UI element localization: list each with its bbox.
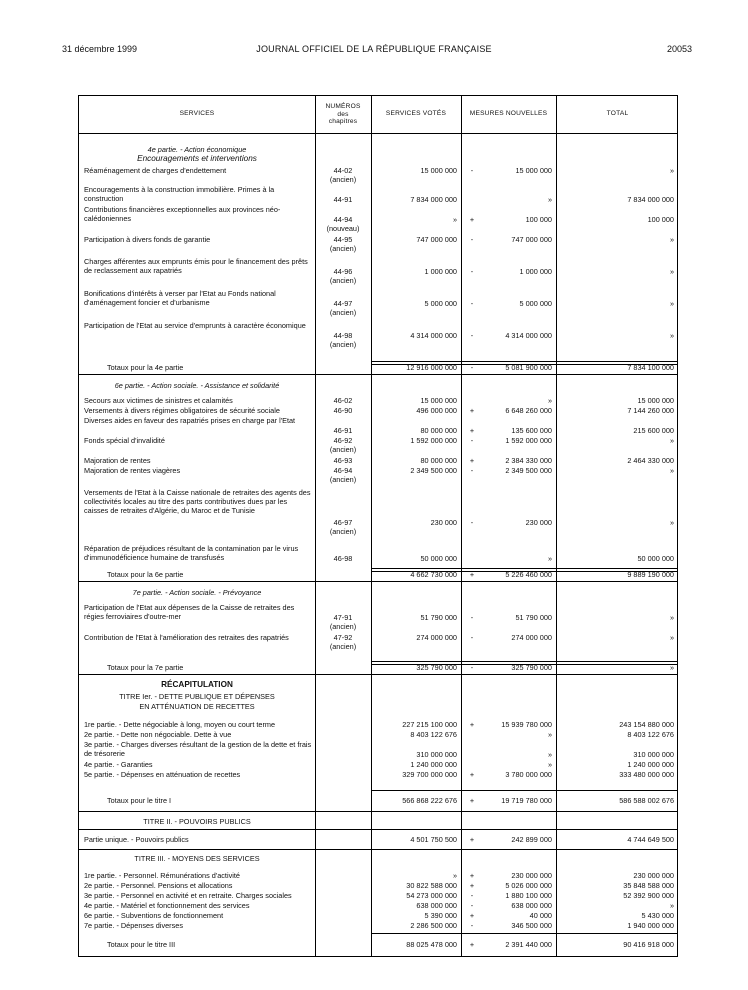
col-services-votes: SERVICES VOTÉS <box>385 110 447 118</box>
table-row: 2e partie. - Dette non négociable. Dette à vue 8 403 122 676 » 8 403 122 676 <box>84 730 674 739</box>
total-row: Totaux pour la 7e partie 325 790 000 - 325 790 000 » <box>107 663 674 672</box>
table-row: Partie unique. - Pouvoirs publics 4 501 750 500 + 242 899 000 4 744 649 500 <box>84 835 674 844</box>
section-4e-partie <box>79 145 679 351</box>
table-row: 3e partie. - Personnel en activité et en retraite. Charges sociales 54 273 000 000 - 1 880 100 000 52 392 900 000 <box>84 891 674 900</box>
journal-title: JOURNAL OFFICIEL DE LA RÉPUBLIQUE FRANÇAISE <box>256 44 492 54</box>
table-row: 2e partie. - Personnel. Pensions et allocations 30 822 588 000 + 5 026 000 000 35 848 588 000 <box>84 881 674 890</box>
table-row: Réparation de préjudices résultant de la contamination par le virus d'immunodéficience humaine de transfusés 46-98 50 000 000 » 50 000 000 <box>84 544 674 563</box>
table-row: Réaménagement de charges d'endettement 44-02 (ancien) 15 000 000 - 15 000 000 » <box>84 166 674 185</box>
table-row: Participation à divers fonds de garantie 44-95 (ancien) 747 000 000 - 747 000 000 » <box>84 235 674 254</box>
table-row: 3e partie. - Charges diverses résultant de la gestion de la dette et frais de trésorerie 310 000 000 » 310 000 000 <box>84 740 674 759</box>
col-total: TOTAL <box>606 110 629 118</box>
table-row: Majoration de rentes 46-93 80 000 000 + 2 384 330 000 2 464 330 000 <box>84 456 674 465</box>
col-services: SERVICES <box>179 110 215 118</box>
total-row: Totaux pour la 6e partie 4 662 730 000 + 5 226 460 000 9 889 190 000 <box>107 570 674 579</box>
section-6e-partie <box>79 381 679 564</box>
table-row: Majoration de rentes viagères 46-94 (ancien) 2 349 500 000 - 2 349 500 000 » <box>84 466 674 485</box>
titre-3-rows <box>79 871 679 931</box>
table-row: Secours aux victimes de sinistres et calamités 46-02 15 000 000 » 15 000 000 <box>84 396 674 405</box>
section-recapitulation: RÉCAPITULATION TITRE Ier. - DETTE PUBLIQUE ET DÉPENSES EN ATTÉNUATION DE RECETTES 1re partie. - Dette négociable à long, moyen ou court terme 227 215 100 000 + 15 939 780 000 243 154 880 000 2e partie. - Dette non négociable. Dette à vue 8 403 122 676 » 8 403 122 676 3e partie. - Charges diverses résultant de la gestion de la dette et frais de trésorerie 310 000 000 » 310 000 000 4e partie. - Garanties 1 240 000 000 » 1 240 000 000 5e partie. - Dépenses en atténuation de recettes 329 700 000 000 + 3 780 000 000 333 480 000 000 <box>79 680 679 780</box>
header-date: 31 décembre 1999 <box>62 44 138 54</box>
table-row: 1re partie. - Personnel. Rémunérations d'activité » + 230 000 000 230 000 000 <box>84 871 674 880</box>
total-row: Totaux pour le titre III 88 025 478 000 + 2 391 440 000 90 416 918 000 <box>107 940 674 949</box>
table-row: 4e partie. - Matériel et fonctionnement des services 638 000 000 - 638 000 000 » <box>84 901 674 910</box>
section-title: 4e partie. - Action économique <box>147 145 247 154</box>
table-row: 4e partie. - Garanties 1 240 000 000 » 1 240 000 000 <box>84 760 674 769</box>
table-row: Encouragements à la construction immobilière. Primes à la construction 44-91 7 834 000 000 » 7 834 000 000 <box>84 185 674 204</box>
table-row: Versements de l'Etat à la Caisse nationale de retraites des agents des collectivités locales au titre des parts contributives dues par les caisses de retraites d'Algérie, du Maroc et de Tunisie 46-97 (ancien) 230 000 - 230 000 » <box>84 488 674 537</box>
table-row: Charges afférentes aux emprunts émis pour le financement des prêts de reclassement aux rapatriés 44-96 (ancien) 1 000 000 - 1 000 000 » <box>84 257 674 286</box>
total-row: Totaux pour le titre I 566 868 222 676 + 19 719 780 000 586 588 002 676 <box>107 796 674 805</box>
table-row: 6e partie. - Subventions de fonctionnement 5 390 000 + 40 000 5 430 000 <box>84 911 674 920</box>
table-row: 7e partie. - Dépenses diverses 2 286 500 000 - 346 500 000 1 940 000 000 <box>84 921 674 930</box>
section-title: 7e partie. - Action sociale. - Prévoyance <box>132 588 262 597</box>
col-numeros: NUMÉROS des chapitres <box>325 103 361 126</box>
table-row: Bonifications d'intérêts à verser par l'Etat au Fonds national d'aménagement foncier et d'urbanisme 44-97 (ancien) 5 000 000 - 5 000 000 » <box>84 289 674 318</box>
table-row: Participation de l'Etat au service d'emprunts à caractère économique 44-98 (ancien) 4 314 000 000 - 4 314 000 000 » <box>84 321 674 350</box>
budget-table <box>78 95 678 957</box>
section-7e-partie <box>79 588 679 653</box>
section-subtitle: Encouragements et interventions <box>137 154 257 163</box>
table-row: Fonds spécial d'invalidité 46-92 (ancien) 1 592 000 000 - 1 592 000 000 » <box>84 436 674 455</box>
table-row: Versements à divers régimes obligatoires de sécurité sociale 46-90 496 000 000 + 6 648 260 000 7 144 260 000 <box>84 406 674 415</box>
table-row: Contribution de l'Etat à l'amélioration des retraites des rapatriés 47-92 (ancien) 274 000 000 - 274 000 000 » <box>84 633 674 652</box>
table-row: Contributions financières exceptionnelles aux provinces néo-calédoniennes 44-94 (nouveau) » + 100 000 100 000 <box>84 205 674 234</box>
table-row: 1re partie. - Dette négociable à long, moyen ou court terme 227 215 100 000 + 15 939 780 000 243 154 880 000 <box>84 720 674 729</box>
table-row: 5e partie. - Dépenses en atténuation de recettes 329 700 000 000 + 3 780 000 000 333 480 000 000 <box>84 770 674 779</box>
recap-title: RÉCAPITULATION <box>161 680 233 689</box>
col-mesures-nouvelles: MESURES NOUVELLES <box>469 110 548 118</box>
table-header <box>79 96 677 134</box>
table-row: Diverses aides en faveur des rapatriés prises en charge par l'Etat 46-91 80 000 000 + 135 600 000 215 600 000 <box>84 416 674 435</box>
page-number: 20053 <box>666 44 692 54</box>
total-row: Totaux pour la 4e partie 12 916 000 000 - 5 081 900 000 7 834 100 000 <box>107 363 674 372</box>
section-title: 6e partie. - Action sociale. - Assistance et solidarité <box>114 381 280 390</box>
titre-3: TITRE III. - MOYENS DES SERVICES <box>134 854 260 863</box>
titre-2: TITRE II. - POUVOIRS PUBLICS <box>143 817 251 826</box>
table-row: Participation de l'Etat aux dépenses de la Caisse de retraites des régies ferroviaires d'outre-mer 47-91 (ancien) 51 790 000 - 51 790 000 » <box>84 603 674 632</box>
